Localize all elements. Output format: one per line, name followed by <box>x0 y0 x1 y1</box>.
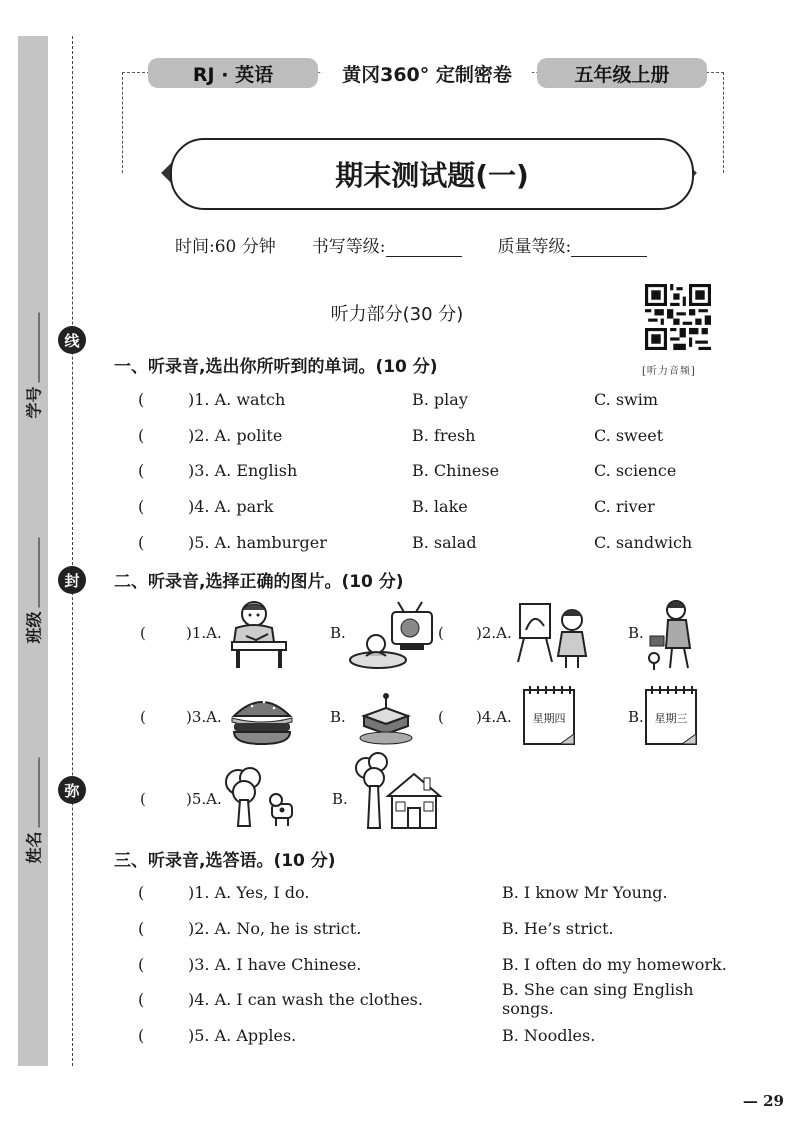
answer-paren[interactable]: ( <box>140 708 146 726</box>
s1-q2-option-c: C. sweet <box>594 425 664 445</box>
answer-paren[interactable]: ( <box>140 624 146 642</box>
answer-paren[interactable]: ( <box>140 790 146 808</box>
tree-and-cow-icon[interactable] <box>218 764 298 830</box>
section-3-title: 三、听录音,选答语。(10 分) <box>114 851 336 871</box>
calendar-icon[interactable] <box>520 684 578 752</box>
s2-q4-a-label: )4.A. <box>476 708 512 726</box>
sandwich-icon[interactable] <box>358 692 414 746</box>
s1-question-4 <box>138 494 698 518</box>
s3-q3-option-b: B. I often do my homework. <box>502 954 727 974</box>
qr-caption: [听力音频] <box>642 366 696 377</box>
answer-paren[interactable]: ( <box>438 708 444 726</box>
hamburger-icon[interactable] <box>230 692 294 746</box>
s3-q2-option-b: B. He’s strict. <box>502 918 614 938</box>
calendar-icon[interactable] <box>642 684 700 752</box>
s1-q5-option-c: C. sandwich <box>594 532 693 552</box>
quality-grade-label: 质量等级: <box>497 237 572 257</box>
s1-q4-option-a: )4. A. park <box>188 496 274 516</box>
s3-q5-option-a: )5. A. Apples. <box>188 1025 297 1045</box>
writing-grade-label: 书写等级: <box>311 237 386 257</box>
s3-q5-option-b: B. Noodles. <box>502 1025 596 1045</box>
s1-q5-option-a: )5. A. hamburger <box>188 532 327 552</box>
s3-q4-option-b: B. She can sing English songs. <box>502 980 694 1018</box>
exam-title: 期末测试题(一) <box>170 138 694 210</box>
s1-q3-option-b: B. Chinese <box>412 460 500 480</box>
class-label: 班级 <box>24 610 44 644</box>
s3-q3-option-a: )3. A. I have Chinese. <box>188 954 362 974</box>
s1-question-1 <box>138 387 698 411</box>
s2-row-1 <box>140 606 700 666</box>
s3-question-3 <box>138 952 738 976</box>
answer-paren[interactable]: ( <box>138 389 145 409</box>
answer-paren[interactable]: ( <box>138 918 145 938</box>
answer-paren[interactable]: ( <box>138 460 145 480</box>
s2-q3-b-label: B. <box>330 708 346 726</box>
name-label: 姓名 <box>24 830 44 864</box>
answer-paren[interactable]: ( <box>138 425 145 445</box>
s2-q1-a-label: )1.A. <box>186 624 222 642</box>
subject-pill: RJ · 英语 <box>148 58 318 88</box>
s1-q2-option-b: B. fresh <box>412 425 476 445</box>
class-field[interactable] <box>8 510 58 670</box>
listening-part-title: 听力部分(30 分) <box>330 304 464 325</box>
s2-q5-b-label: B. <box>332 790 348 808</box>
watering-flowers-icon[interactable] <box>646 598 700 672</box>
answer-paren[interactable]: ( <box>138 496 145 516</box>
series-name: 黄冈360° 定制密卷 <box>322 58 532 88</box>
s3-q1-option-b: B. I know Mr Young. <box>502 882 668 902</box>
seal-char-seal: 封 <box>58 566 86 594</box>
name-field[interactable] <box>8 730 58 890</box>
s1-question-5 <box>138 530 698 554</box>
s2-row-2 <box>140 690 700 750</box>
grade-pill: 五年级上册 <box>537 58 707 88</box>
writing-grade-field[interactable] <box>312 232 462 257</box>
s2-q2-b-label: B. <box>628 624 644 642</box>
s1-q4-option-b: B. lake <box>412 496 468 516</box>
info-row <box>175 232 647 257</box>
watching-tv-icon[interactable] <box>346 598 436 672</box>
s1-q1-option-b: B. play <box>412 389 468 409</box>
s1-q3-option-a: )3. A. English <box>188 460 298 480</box>
s1-question-3 <box>138 458 698 482</box>
s3-question-4 <box>138 980 738 1018</box>
s3-q2-option-a: )2. A. No, he is strict. <box>188 918 362 938</box>
s3-question-1 <box>138 880 738 904</box>
section-1-title: 一、听录音,选出你所听到的单词。(10 分) <box>114 357 438 377</box>
s1-q1-option-a: )1. A. watch <box>188 389 286 409</box>
calendar-a-text: 星期四 <box>532 712 566 725</box>
seal-char-close: 弥 <box>58 776 86 804</box>
answer-paren[interactable]: ( <box>138 882 145 902</box>
student-id-label: 学号 <box>24 385 44 419</box>
section-2-title: 二、听录音,选择正确的图片。(10 分) <box>114 572 404 592</box>
s3-q4-option-a: )4. A. I can wash the clothes. <box>188 989 423 1009</box>
s2-q2-a-label: )2.A. <box>476 624 512 642</box>
s1-q2-option-a: )2. A. polite <box>188 425 283 445</box>
answer-paren[interactable]: ( <box>138 1025 145 1045</box>
seal-char-line: 线 <box>58 326 86 354</box>
s2-row-3 <box>140 772 700 832</box>
answer-paren[interactable]: ( <box>138 954 145 974</box>
boy-reading-icon[interactable] <box>224 598 292 670</box>
s3-question-5 <box>138 1023 738 1047</box>
s1-q3-option-c: C. science <box>594 460 677 480</box>
s1-q5-option-b: B. salad <box>412 532 477 552</box>
s2-q1-b-label: B. <box>330 624 346 642</box>
drawing-pictures-icon[interactable] <box>516 600 592 670</box>
s3-q1-option-a: )1. A. Yes, I do. <box>188 882 310 902</box>
calendar-b-text: 星期三 <box>654 712 688 725</box>
answer-paren[interactable]: ( <box>138 532 145 552</box>
cut-line <box>72 36 73 1066</box>
qr-code-icon[interactable] <box>645 284 711 350</box>
answer-paren[interactable]: ( <box>138 989 145 1009</box>
s3-question-2 <box>138 916 738 940</box>
s1-q4-option-c: C. river <box>594 496 655 516</box>
answer-paren[interactable]: ( <box>438 624 444 642</box>
tree-and-house-icon[interactable] <box>352 752 446 834</box>
quality-grade-field[interactable] <box>498 232 648 257</box>
s2-q5-a-label: )5.A. <box>186 790 222 808</box>
s2-q3-a-label: )3.A. <box>186 708 222 726</box>
s1-q1-option-c: C. swim <box>594 389 659 409</box>
s1-question-2 <box>138 423 698 447</box>
page-number: — 29 <box>742 1092 784 1110</box>
time-info: 时间:60 分钟 <box>175 237 276 257</box>
s2-q4-b-label: B. <box>628 708 644 726</box>
